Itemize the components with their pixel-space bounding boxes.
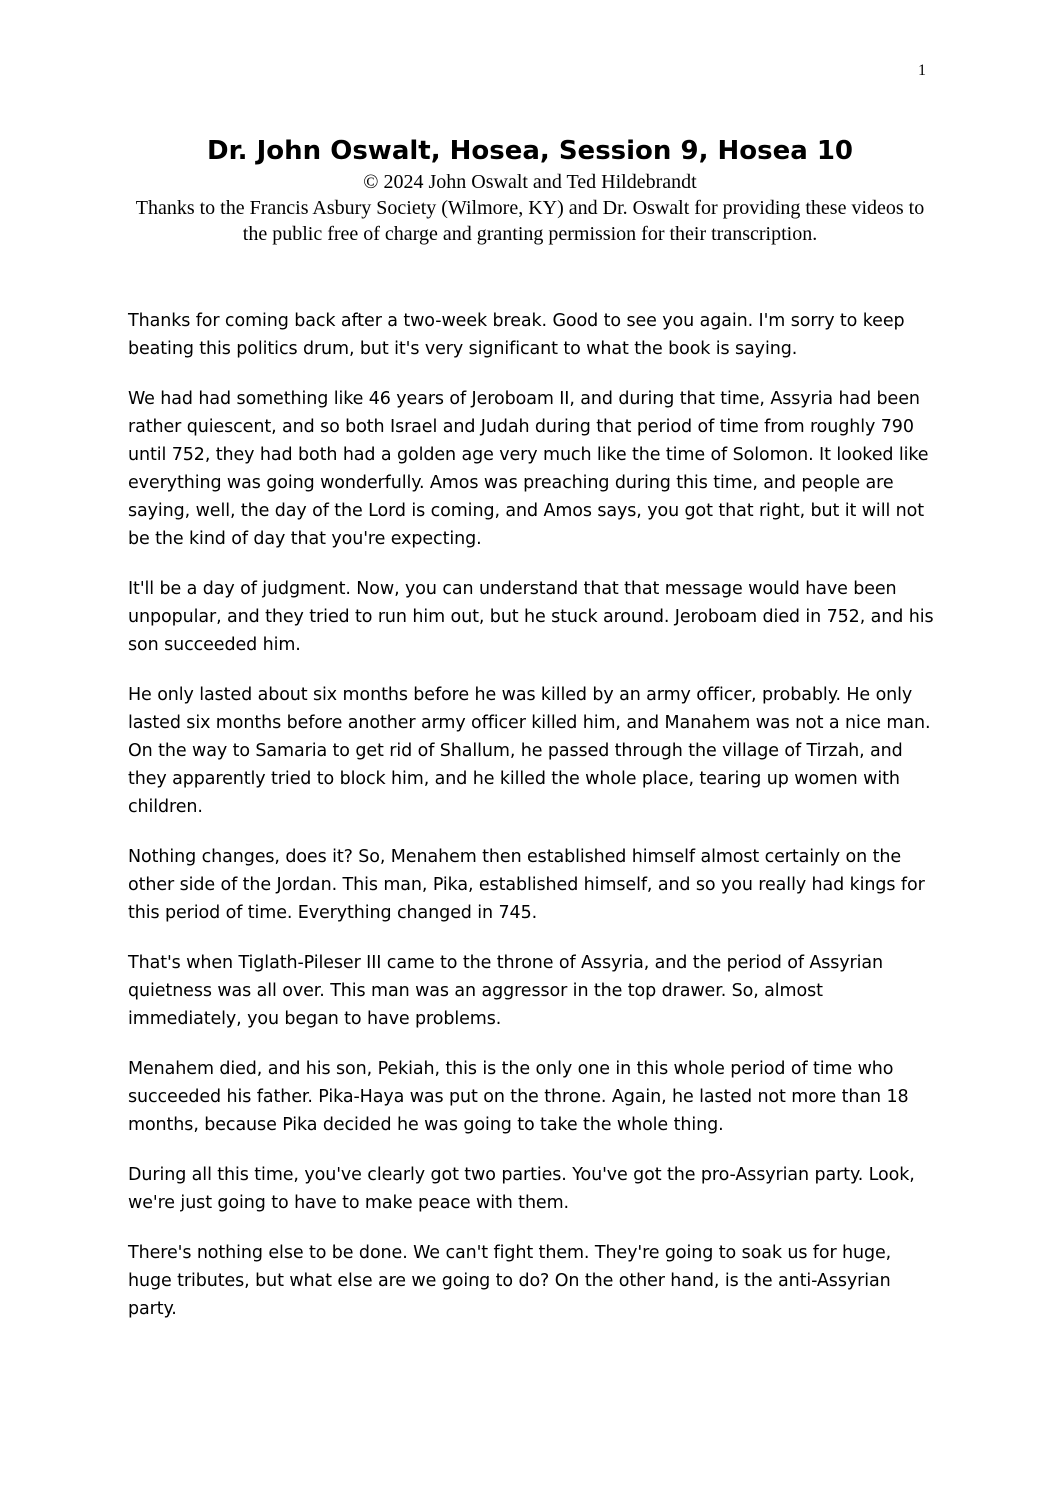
paragraph: Menahem died, and his son, Pekiah, this is the only one in this whole period of time who succeeded his father. Pika-Haya was put on the throne. Again, he lasted not more than 18 months, because Pika decided he was going to take the whole thing. (128, 1059, 909, 1135)
transcript-body (128, 307, 936, 1345)
paragraph: He only lasted about six months before he was killed by an army officer, probably. He only lasted six months before another army officer killed him, and Manahem was not a nice man. On the way to Samaria to get rid of Shallum, he passed through the village of Tirzah, and they apparently tried to block him, and he killed the whole place, tearing up women with children. (128, 685, 931, 817)
paragraph: We had had something like 46 years of Jeroboam II, and during that time, Assyria had been rather quiescent, and so both Israel and Judah during that period of time from roughly 790 until 752, they had both had a golden age very much like the time of Solomon. It looked like everything was going wonderfully. Amos was preaching during this time, and people are saying, well, the day of the Lord is coming, and Amos says, you got that right, but it will not be the kind of day that you're expecting. (128, 389, 929, 549)
paragraph: Thanks for coming back after a two-week break. Good to see you again. I'm sorry to keep beating this politics drum, but it's very significant to what the book is saying. (128, 311, 905, 359)
copyright-line: © 2024 John Oswalt and Ted Hildebrandt (363, 171, 697, 193)
paragraph: It'll be a day of judgment. Now, you can understand that that message would have been unpopular, and they tried to run him out, but he stuck around. Jeroboam died in 752, and his son succeeded him. (128, 579, 934, 655)
credits-line: Thanks to the Francis Asbury Society (Wilmore, KY) and Dr. Oswalt for providing these videos to the public free of charge and granting permission for their transcription. (135, 197, 925, 245)
document-header (100, 133, 960, 247)
page-number: 1 (918, 62, 926, 79)
document-title: Dr. John Oswalt, Hosea, Session 9, Hosea 10 (206, 136, 854, 166)
paragraph: During all this time, you've clearly got two parties. You've got the pro-Assyrian party. Look, we're just going to have to make peace with them. (128, 1165, 915, 1213)
paragraph: There's nothing else to be done. We can't fight them. They're going to soak us for huge, huge tributes, but what else are we going to do? On the other hand, is the anti-Assyrian party. (128, 1243, 892, 1319)
paragraph: Nothing changes, does it? So, Menahem then established himself almost certainly on the other side of the Jordan. This man, Pika, established himself, and so you really had kings for this period of time. Everything changed in 745. (128, 847, 925, 923)
paragraph: That's when Tiglath-Pileser III came to the throne of Assyria, and the period of Assyrian quietness was all over. This man was an aggressor in the top drawer. So, almost immediately, you began to have problems. (128, 953, 883, 1029)
